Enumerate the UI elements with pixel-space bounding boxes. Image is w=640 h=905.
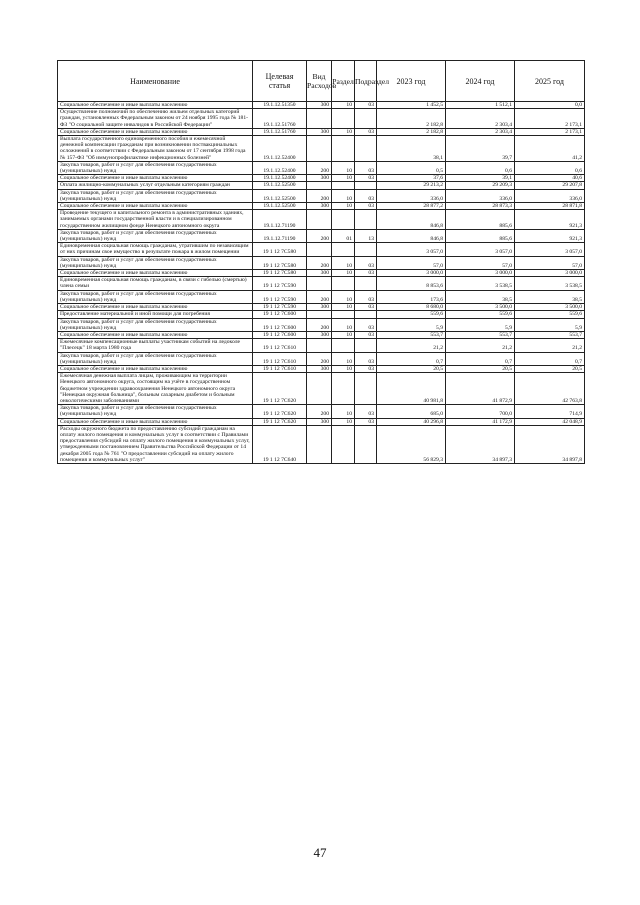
row-target-code: 19 1 12 7С640 bbox=[253, 425, 307, 463]
row-target-code: 19 1 12 7С600 bbox=[253, 318, 307, 331]
row-section: 10 bbox=[332, 418, 355, 425]
row-section bbox=[332, 339, 355, 352]
row-target-code: 19 1 12 7С580 bbox=[253, 270, 307, 277]
row-name: Единовременная социальная помощь гражданам, в связи с гибелью (смертью) члена семьи bbox=[58, 277, 253, 290]
table-row bbox=[58, 352, 585, 365]
table-row bbox=[58, 331, 585, 338]
row-subsection: 03 bbox=[355, 418, 377, 425]
row-expense-kind bbox=[307, 136, 332, 162]
row-name: Оплата жилищно-коммунальных услуг отдельным категориям граждан bbox=[58, 182, 253, 189]
header-target: Целевая статья bbox=[253, 61, 307, 102]
row-value-2023: 3 000,0 bbox=[377, 270, 446, 277]
row-value-2023: 846,8 bbox=[377, 210, 446, 230]
row-subsection: 03 bbox=[355, 189, 377, 202]
row-value-2025: 553,7 bbox=[515, 331, 585, 338]
row-value-2023: 2 182,8 bbox=[377, 109, 446, 129]
row-name: Выплата государственного единовременного пособия и ежемесячной денежной компенсации гражданам при возникновении поствакцинальных осложнений в соответствии с Федеральным законом от 17 сентября 1998 года № 157-ФЗ "Об иммунопрофилактике инфекционных болезней" bbox=[58, 136, 253, 162]
row-name: Социальное обеспечение и иные выплаты населению bbox=[58, 331, 253, 338]
table-row bbox=[58, 304, 585, 311]
row-value-2023: 2 182,8 bbox=[377, 128, 446, 135]
row-value-2024: 3 057,0 bbox=[446, 243, 515, 256]
row-value-2025: 0,0 bbox=[515, 102, 585, 109]
row-value-2023: 173,6 bbox=[377, 290, 446, 303]
row-section: 10 bbox=[332, 128, 355, 135]
row-value-2023: 3 057,0 bbox=[377, 243, 446, 256]
row-value-2023: 8 680,0 bbox=[377, 304, 446, 311]
row-expense-kind: 200 bbox=[307, 352, 332, 365]
row-value-2023: 559,6 bbox=[377, 311, 446, 318]
row-value-2025: 336,0 bbox=[515, 189, 585, 202]
row-expense-kind: 300 bbox=[307, 102, 332, 109]
row-value-2025: 29 207,8 bbox=[515, 182, 585, 189]
table-row bbox=[58, 318, 585, 331]
row-name: Социальное обеспечение и иные выплаты населению bbox=[58, 175, 253, 182]
row-value-2024: 885,6 bbox=[446, 229, 515, 242]
header-section: Раздел bbox=[332, 61, 355, 102]
row-section: 10 bbox=[332, 318, 355, 331]
row-value-2025: 40,6 bbox=[515, 175, 585, 182]
table-row bbox=[58, 418, 585, 425]
row-value-2023: 38,1 bbox=[377, 136, 446, 162]
row-name: Социальное обеспечение и иные выплаты населению bbox=[58, 203, 253, 210]
row-section: 10 bbox=[332, 175, 355, 182]
row-section bbox=[332, 277, 355, 290]
row-expense-kind bbox=[307, 210, 332, 230]
row-name: Единовременная социальная помощь гражданам, утратившим по независящим от них причинам свое имущество в результате пожара в жилом помещении bbox=[58, 243, 253, 256]
row-value-2025: 921,3 bbox=[515, 229, 585, 242]
row-target-code: 19 1 12 7С600 bbox=[253, 311, 307, 318]
row-value-2024: 5,9 bbox=[446, 318, 515, 331]
row-subsection bbox=[355, 182, 377, 189]
row-value-2024: 553,7 bbox=[446, 331, 515, 338]
row-expense-kind bbox=[307, 109, 332, 129]
row-subsection bbox=[355, 243, 377, 256]
row-target-code: 19 1 12 7С610 bbox=[253, 339, 307, 352]
row-value-2024: 336,0 bbox=[446, 189, 515, 202]
row-value-2024: 21,2 bbox=[446, 339, 515, 352]
row-target-code: 19.1.12.52400 bbox=[253, 175, 307, 182]
row-value-2025: 5,9 bbox=[515, 318, 585, 331]
header-kind: Вид Расходов bbox=[307, 61, 332, 102]
row-target-code: 19.1.12.52500 bbox=[253, 203, 307, 210]
row-section: 10 bbox=[332, 270, 355, 277]
row-subsection: 03 bbox=[355, 128, 377, 135]
row-value-2024: 700,0 bbox=[446, 405, 515, 418]
row-expense-kind bbox=[307, 425, 332, 463]
row-value-2023: 57,0 bbox=[377, 256, 446, 269]
row-subsection: 03 bbox=[355, 102, 377, 109]
row-value-2025: 3 000,0 bbox=[515, 270, 585, 277]
row-value-2024: 3 500,0 bbox=[446, 304, 515, 311]
row-target-code: 19 1 12 7С590 bbox=[253, 304, 307, 311]
row-value-2023: 29 213,2 bbox=[377, 182, 446, 189]
row-value-2025: 21,2 bbox=[515, 339, 585, 352]
row-value-2025: 3 538,5 bbox=[515, 277, 585, 290]
row-section: 10 bbox=[332, 189, 355, 202]
row-name: Осуществление полномочий по обеспечению жильем отдельных категорий граждан, установленных Федеральным законом от 24 ноября 1995 года № 181-ФЗ "О социальной защите инвалидов в Российской Федерации" bbox=[58, 109, 253, 129]
table-row bbox=[58, 339, 585, 352]
table-body bbox=[58, 102, 585, 464]
row-value-2025: 20,5 bbox=[515, 365, 585, 372]
row-expense-kind: 300 bbox=[307, 128, 332, 135]
table-row bbox=[58, 365, 585, 372]
row-subsection: 03 bbox=[355, 290, 377, 303]
row-value-2023: 37,6 bbox=[377, 175, 446, 182]
row-name: Закупка товаров, работ и услуг для обеспечения государственных (муниципальных) нужд bbox=[58, 256, 253, 269]
table-row bbox=[58, 128, 585, 135]
row-expense-kind: 200 bbox=[307, 229, 332, 242]
row-section bbox=[332, 425, 355, 463]
row-target-code: 19 1 12 7С620 bbox=[253, 373, 307, 405]
row-value-2025: 2 173,1 bbox=[515, 109, 585, 129]
row-name: Ежемесячная денежная выплата лицам, проживающим на территории Ненецкого автономного округа, состоящим на учёте в государственном бюджетном учреждении здравоохранения Ненецкого автономного округа "Ненецкая окружная больница", больным сахарным диабетом и больным онкологическими заболеваниями bbox=[58, 373, 253, 405]
row-value-2023: 0,7 bbox=[377, 352, 446, 365]
row-value-2023: 40 981,8 bbox=[377, 373, 446, 405]
table-row bbox=[58, 161, 585, 174]
row-value-2025: 28 871,8 bbox=[515, 203, 585, 210]
row-target-code: 19.1.12.52500 bbox=[253, 189, 307, 202]
row-name: Ежемесячные компенсационные выплаты участникам событий на ледоколе "Плесецк" 18 марта 1980 года bbox=[58, 339, 253, 352]
row-value-2023: 846,8 bbox=[377, 229, 446, 242]
row-name: Проведение текущего и капитального ремонта в административных зданиях, занимаемых органами государственной власти и в специализированном государственном жилищном фонде Ненецкого автономного округа bbox=[58, 210, 253, 230]
row-section bbox=[332, 109, 355, 129]
row-subsection: 03 bbox=[355, 161, 377, 174]
row-value-2024: 2 303,4 bbox=[446, 109, 515, 129]
row-subsection bbox=[355, 109, 377, 129]
row-value-2023: 8 853,6 bbox=[377, 277, 446, 290]
row-section: 10 bbox=[332, 102, 355, 109]
budget-table bbox=[57, 60, 585, 464]
row-target-code: 19 1 12 7С620 bbox=[253, 418, 307, 425]
table-row bbox=[58, 243, 585, 256]
row-value-2023: 20,5 bbox=[377, 365, 446, 372]
row-target-code: 19 1 12 7С620 bbox=[253, 405, 307, 418]
row-target-code: 19.1.12.52500 bbox=[253, 182, 307, 189]
table-row bbox=[58, 373, 585, 405]
row-target-code: 19 1 12 7С580 bbox=[253, 243, 307, 256]
row-expense-kind bbox=[307, 243, 332, 256]
row-target-code: 19.1.12.51760 bbox=[253, 128, 307, 135]
row-target-code: 19 1 12 7С590 bbox=[253, 290, 307, 303]
row-value-2024: 28 873,3 bbox=[446, 203, 515, 210]
row-expense-kind: 300 bbox=[307, 270, 332, 277]
row-expense-kind: 200 bbox=[307, 405, 332, 418]
table-row bbox=[58, 290, 585, 303]
table-row bbox=[58, 311, 585, 318]
row-name: Социальное обеспечение и иные выплаты населению bbox=[58, 102, 253, 109]
row-name: Закупка товаров, работ и услуг для обеспечения государственных (муниципальных) нужд bbox=[58, 352, 253, 365]
row-value-2023: 56 829,3 bbox=[377, 425, 446, 463]
row-value-2023: 5,9 bbox=[377, 318, 446, 331]
row-name: Закупка товаров, работ и услуг для обеспечения государственных (муниципальных) нужд bbox=[58, 161, 253, 174]
table-row bbox=[58, 136, 585, 162]
row-expense-kind: 200 bbox=[307, 318, 332, 331]
table-row bbox=[58, 425, 585, 463]
row-section: 10 bbox=[332, 365, 355, 372]
row-target-code: 19.1.12.71190 bbox=[253, 210, 307, 230]
row-value-2025: 0,7 bbox=[515, 352, 585, 365]
table-row bbox=[58, 203, 585, 210]
row-section: 10 bbox=[332, 290, 355, 303]
row-subsection: 03 bbox=[355, 318, 377, 331]
row-subsection: 03 bbox=[355, 352, 377, 365]
row-value-2024: 3 538,5 bbox=[446, 277, 515, 290]
row-section bbox=[332, 182, 355, 189]
row-value-2024: 57,0 bbox=[446, 256, 515, 269]
row-expense-kind bbox=[307, 311, 332, 318]
table-row bbox=[58, 256, 585, 269]
row-expense-kind bbox=[307, 277, 332, 290]
row-value-2025: 0,6 bbox=[515, 161, 585, 174]
row-subsection: 03 bbox=[355, 270, 377, 277]
row-target-code: 19 1 12 7С580 bbox=[253, 256, 307, 269]
table-row bbox=[58, 229, 585, 242]
row-section: 10 bbox=[332, 161, 355, 174]
row-value-2024: 559,6 bbox=[446, 311, 515, 318]
row-name: Социальное обеспечение и иные выплаты населению bbox=[58, 418, 253, 425]
row-section bbox=[332, 243, 355, 256]
row-target-code: 19.1.12.52400 bbox=[253, 136, 307, 162]
table-row bbox=[58, 102, 585, 109]
table-row bbox=[58, 277, 585, 290]
row-value-2025: 2 173,1 bbox=[515, 128, 585, 135]
row-expense-kind bbox=[307, 339, 332, 352]
header-2023: 2023 год bbox=[377, 61, 446, 102]
row-name: Социальное обеспечение и иные выплаты населению bbox=[58, 270, 253, 277]
row-target-code: 19 1 12 7С590 bbox=[253, 277, 307, 290]
row-value-2024: 29 209,3 bbox=[446, 182, 515, 189]
row-name: Закупка товаров, работ и услуг для обеспечения государственных (муниципальных) нужд bbox=[58, 290, 253, 303]
row-target-code: 19.1.12.51350 bbox=[253, 102, 307, 109]
row-value-2024: 1 512,1 bbox=[446, 102, 515, 109]
row-section bbox=[332, 311, 355, 318]
row-name: Социальное обеспечение и иные выплаты населению bbox=[58, 128, 253, 135]
row-value-2025: 41,2 bbox=[515, 136, 585, 162]
row-target-code: 19.1.12.52400 bbox=[253, 161, 307, 174]
row-name: Социальное обеспечение и иные выплаты населению bbox=[58, 304, 253, 311]
row-subsection bbox=[355, 311, 377, 318]
row-subsection bbox=[355, 136, 377, 162]
table-row bbox=[58, 182, 585, 189]
row-value-2025: 57,0 bbox=[515, 256, 585, 269]
row-value-2023: 553,7 bbox=[377, 331, 446, 338]
table-row bbox=[58, 175, 585, 182]
row-subsection: 03 bbox=[355, 175, 377, 182]
row-expense-kind: 200 bbox=[307, 161, 332, 174]
row-value-2024: 41 172,9 bbox=[446, 418, 515, 425]
row-value-2023: 28 877,2 bbox=[377, 203, 446, 210]
row-expense-kind: 200 bbox=[307, 256, 332, 269]
row-value-2023: 0,5 bbox=[377, 161, 446, 174]
header-subsection: Подраздел bbox=[355, 61, 377, 102]
table-row bbox=[58, 189, 585, 202]
row-value-2025: 42 048,9 bbox=[515, 418, 585, 425]
header-name: Наименование bbox=[58, 61, 253, 102]
header-2025: 2025 год bbox=[515, 61, 585, 102]
row-expense-kind: 300 bbox=[307, 418, 332, 425]
row-expense-kind bbox=[307, 373, 332, 405]
row-value-2023: 336,0 bbox=[377, 189, 446, 202]
row-value-2024: 3 000,0 bbox=[446, 270, 515, 277]
table-row bbox=[58, 109, 585, 129]
row-expense-kind: 200 bbox=[307, 189, 332, 202]
row-expense-kind: 300 bbox=[307, 365, 332, 372]
header-2024: 2024 год bbox=[446, 61, 515, 102]
row-value-2024: 0,7 bbox=[446, 352, 515, 365]
row-subsection: 03 bbox=[355, 256, 377, 269]
row-subsection bbox=[355, 373, 377, 405]
row-section: 01 bbox=[332, 229, 355, 242]
row-expense-kind: 300 bbox=[307, 304, 332, 311]
row-subsection bbox=[355, 339, 377, 352]
row-value-2024: 39,1 bbox=[446, 175, 515, 182]
row-subsection: 03 bbox=[355, 405, 377, 418]
row-expense-kind bbox=[307, 182, 332, 189]
row-value-2025: 3 057,0 bbox=[515, 243, 585, 256]
row-expense-kind: 300 bbox=[307, 331, 332, 338]
row-value-2024: 885,6 bbox=[446, 210, 515, 230]
row-target-code: 19 1 12 7С610 bbox=[253, 352, 307, 365]
row-name: Закупка товаров, работ и услуг для обеспечения государственных (муниципальных) нужд bbox=[58, 318, 253, 331]
row-name: Расходы окружного бюджета по предоставлению субсидий гражданам на оплату жилого помещения и коммунальных услуг в соответствии с Правилами предоставления субсидий на оплату жилого помещения и коммунальных услуг, утвержденными постановлением Правительства Российской Федерации от 14 декабря 2005 года № 761 "О предоставлении субсидий на оплату жилого помещения и коммунальных услуг" bbox=[58, 425, 253, 463]
row-value-2025: 714,9 bbox=[515, 405, 585, 418]
row-value-2025: 559,6 bbox=[515, 311, 585, 318]
row-value-2023: 40 296,8 bbox=[377, 418, 446, 425]
row-target-code: 19 1 12 7С600 bbox=[253, 331, 307, 338]
row-value-2024: 39,7 bbox=[446, 136, 515, 162]
row-subsection bbox=[355, 425, 377, 463]
row-subsection bbox=[355, 277, 377, 290]
row-section bbox=[332, 373, 355, 405]
row-value-2024: 20,5 bbox=[446, 365, 515, 372]
row-value-2024: 2 303,4 bbox=[446, 128, 515, 135]
row-value-2023: 1 452,5 bbox=[377, 102, 446, 109]
row-name: Закупка товаров, работ и услуг для обеспечения государственных (муниципальных) нужд bbox=[58, 229, 253, 242]
row-name: Предоставление материальной и иной помощи для погребения bbox=[58, 311, 253, 318]
row-target-code: 19 1 12 7С610 bbox=[253, 365, 307, 372]
row-section: 10 bbox=[332, 304, 355, 311]
row-value-2025: 921,3 bbox=[515, 210, 585, 230]
row-value-2024: 38,5 bbox=[446, 290, 515, 303]
row-subsection: 03 bbox=[355, 365, 377, 372]
row-target-code: 19.1.12.71190 bbox=[253, 229, 307, 242]
row-subsection: 03 bbox=[355, 331, 377, 338]
row-name: Закупка товаров, работ и услуг для обеспечения государственных (муниципальных) нужд bbox=[58, 405, 253, 418]
row-subsection bbox=[355, 210, 377, 230]
row-value-2025: 34 897,8 bbox=[515, 425, 585, 463]
row-value-2023: 21,2 bbox=[377, 339, 446, 352]
row-target-code: 19.1.12.51760 bbox=[253, 109, 307, 129]
table-row bbox=[58, 270, 585, 277]
row-section: 10 bbox=[332, 405, 355, 418]
row-section: 10 bbox=[332, 352, 355, 365]
row-section bbox=[332, 210, 355, 230]
table-row bbox=[58, 405, 585, 418]
row-value-2025: 38,5 bbox=[515, 290, 585, 303]
row-section: 10 bbox=[332, 331, 355, 338]
row-section bbox=[332, 136, 355, 162]
row-value-2025: 3 500,0 bbox=[515, 304, 585, 311]
row-value-2023: 685,0 bbox=[377, 405, 446, 418]
row-value-2024: 0,6 bbox=[446, 161, 515, 174]
row-name: Социальное обеспечение и иные выплаты населению bbox=[58, 365, 253, 372]
row-name: Закупка товаров, работ и услуг для обеспечения государственных (муниципальных) нужд bbox=[58, 189, 253, 202]
row-expense-kind: 300 bbox=[307, 203, 332, 210]
row-expense-kind: 200 bbox=[307, 290, 332, 303]
row-value-2024: 41 872,9 bbox=[446, 373, 515, 405]
row-subsection: 13 bbox=[355, 229, 377, 242]
row-value-2025: 42 763,8 bbox=[515, 373, 585, 405]
row-subsection: 03 bbox=[355, 304, 377, 311]
row-value-2024: 34 897,3 bbox=[446, 425, 515, 463]
table-header-row bbox=[58, 61, 585, 102]
row-section: 10 bbox=[332, 256, 355, 269]
row-subsection: 03 bbox=[355, 203, 377, 210]
page-number: 47 bbox=[313, 845, 327, 860]
row-section: 10 bbox=[332, 203, 355, 210]
table-row bbox=[58, 210, 585, 230]
row-expense-kind: 300 bbox=[307, 175, 332, 182]
